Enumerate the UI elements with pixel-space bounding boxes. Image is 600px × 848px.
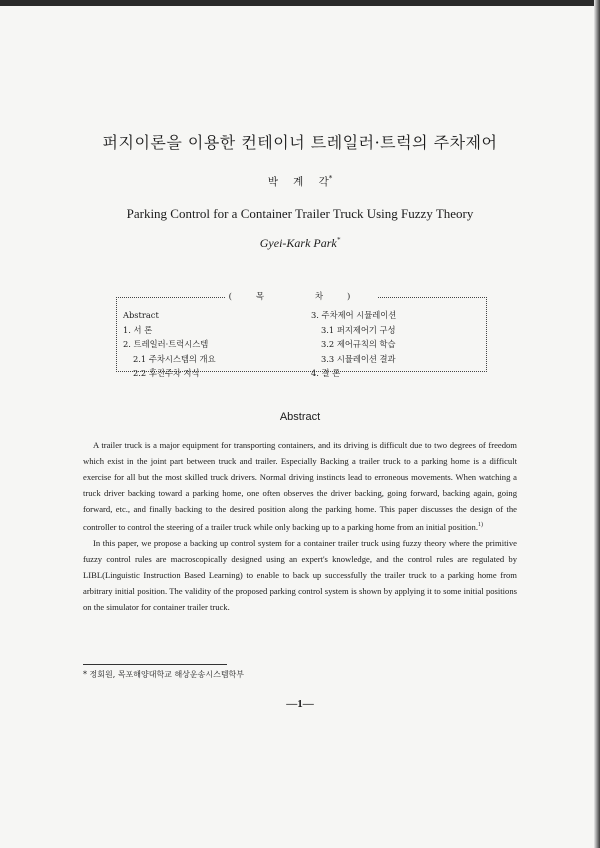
scan-top-edge (0, 0, 600, 6)
table-of-contents (116, 292, 487, 379)
abstract-heading: Abstract (279, 411, 321, 423)
toc-subitem: 3.2 제어규칙의 학습 (321, 339, 396, 350)
paper-title-english: Parking Control for a Container Trailer Truck Using Fuzzy Theory (126, 206, 474, 221)
toc-item: 1. 서 론 (123, 324, 153, 335)
abstract-body (83, 437, 517, 615)
abstract-paragraph-1: A trailer truck is a major equipment for transporting containers, and its driving is difficult due to two degrees of freedom which exist in the joint part between truck and trailer. Especially Backing a trailer truck to a parking home is a difficult exercise for all but the most skilled truck drivers. Normal driving instincts lead to erroneous movements. When watching a truck driver backing toward a parking home, one often observes the driver backing, going forward, backing again, going forward, etc., and finally backing to the desired position along the parking home. This paper discusses the design of the controller to control the steering of a trailer truck while only backing up to a parking home from an initial position.$^{1)}$ (83, 440, 517, 532)
toc-subitem: 2.1 주차시스템의 개요 (133, 353, 216, 364)
toc-subitem: 3.1 퍼지제어기 구성 (321, 324, 396, 335)
author-english: Gyei-Kark Park* (259, 236, 341, 250)
toc-subitem: 2.2 후진주차 지식 (133, 368, 200, 379)
toc-left-column (123, 308, 216, 381)
author-korean: 박 계 각* (267, 174, 333, 188)
toc-item: 4. 결 론 (311, 368, 341, 379)
abstract-paragraph-2: In this paper, we propose a backing up control system for a container trailer truck using fuzzy theory where the primitive fuzzy control rules are macroscopically designed using an expert's knowledge, and the control rules are regulated by LIBL(Linguistic Instruction Based Learning) to enable to back up successfully the trailer truck to a parking home from arbitrary initial position. The validity of the proposed parking control system is shown by applying it to some initial positions on the simulator for container trailer truck. (83, 537, 517, 612)
toc-item: Abstract (123, 310, 159, 320)
toc-right-column (311, 308, 396, 381)
footnote: * 정회원, 목포해양대학교 해상운송시스템학부 (83, 670, 245, 679)
toc-heading: (목 차) (117, 290, 486, 304)
paper-title-korean: 퍼지이론을 이용한 컨테이너 트레일러·트럭의 주차제어 (102, 133, 498, 152)
footnote-divider (83, 664, 227, 665)
page-number: —1— (286, 698, 314, 710)
toc-item: 2. 트레일러·트럭시스템 (123, 339, 209, 350)
toc-item: 3. 주차제어 시뮬레이션 (311, 310, 397, 320)
scan-right-edge (594, 0, 600, 848)
footnote-ref: 1) (477, 522, 483, 528)
toc-subitem: 3.3 시뮬레이션 결과 (321, 353, 396, 364)
